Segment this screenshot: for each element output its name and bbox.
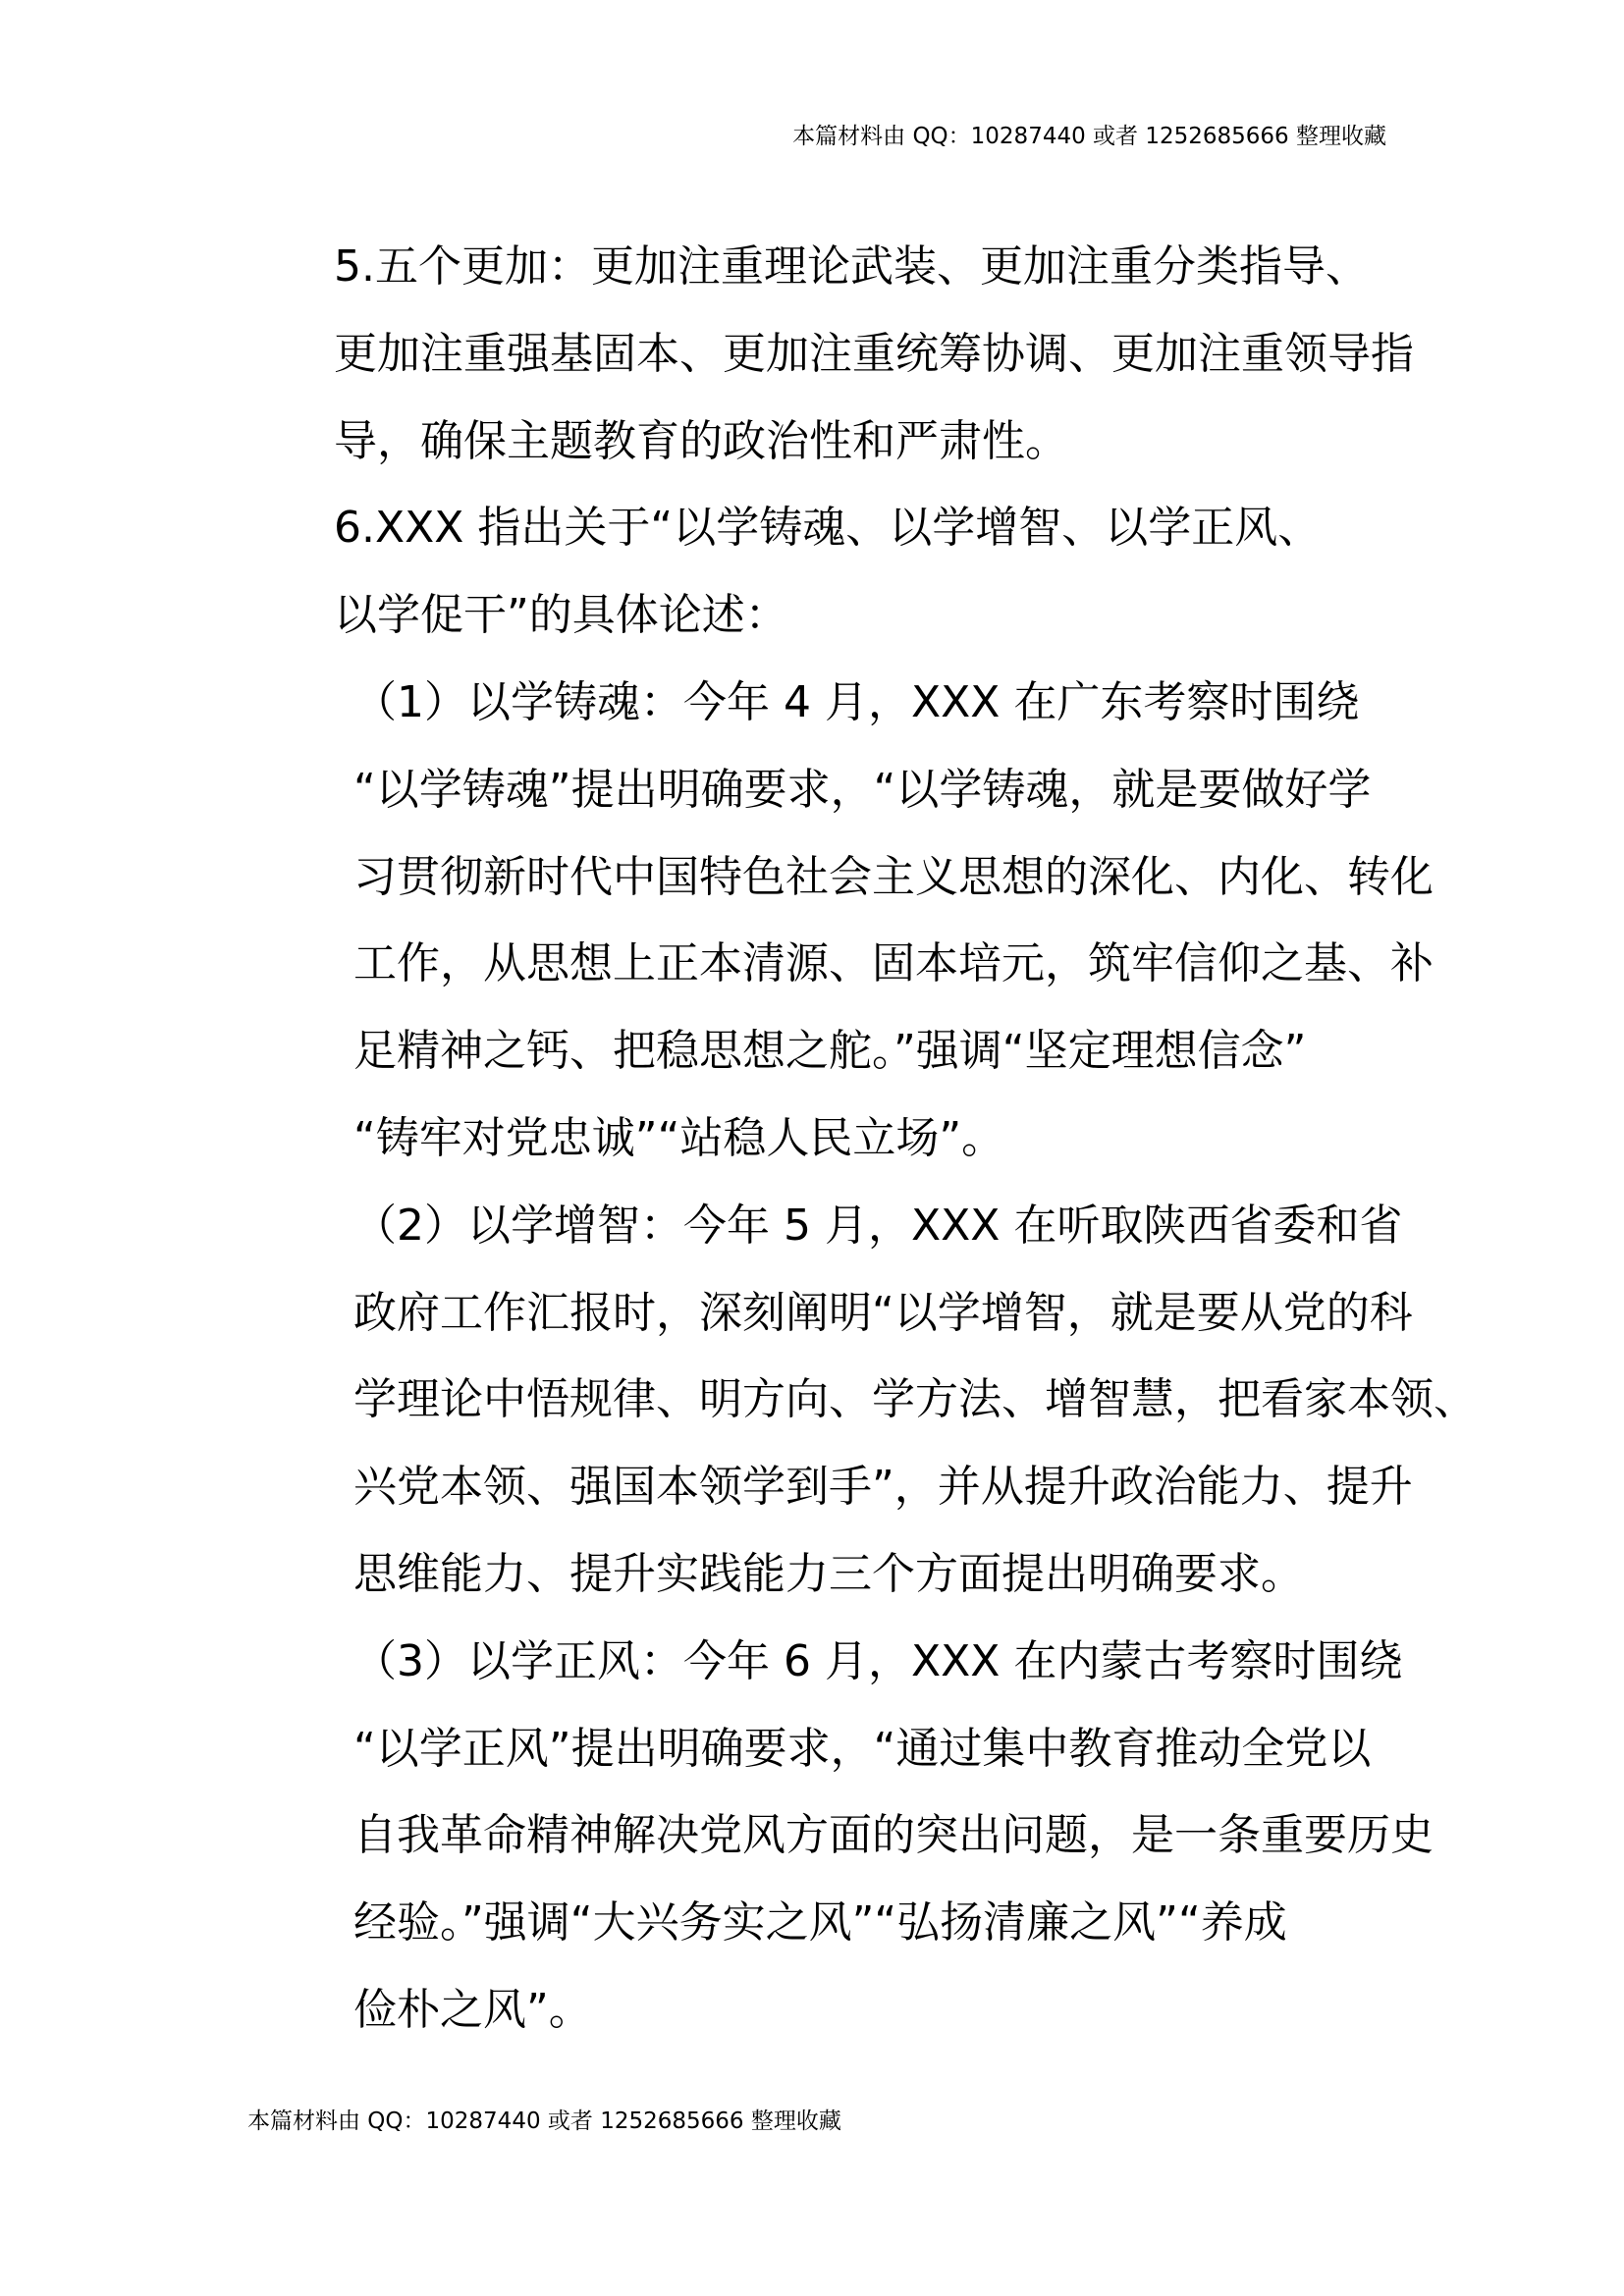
subsection-study-style <box>247 1619 1434 2055</box>
document-body <box>247 224 1477 2055</box>
text-line: 政府工作汇报时，深刻阐明“以学增智，就是要从党的科 <box>353 1287 1413 1338</box>
text-line: 俭朴之风”。 <box>353 1984 592 2035</box>
text-line: 兴党本领、强国本领学到手”，并从提升政治能力、提升 <box>353 1462 1413 1513</box>
text-line: “铸牢对党忠诚”“站稳人民立场”。 <box>353 1112 1005 1163</box>
text-line: 工作，从思想上正本清源、固本培元，筑牢信仰之基、补 <box>353 938 1434 989</box>
text-line: 学理论中悟规律、明方向、学方法、增智慧，把看家本领、 <box>353 1374 1477 1425</box>
text-line: 6.XXX 指出关于“以学铸魂、以学增智、以学正风、 <box>334 503 1322 554</box>
text-line: （3）以学正风：今年 6 月，XXX 在内蒙古考察时围绕 <box>353 1635 1403 1686</box>
text-line: 以学促干”的具体论述： <box>334 590 788 641</box>
text-line: （1）以学铸魂：今年 4 月，XXX 在广东考察时围绕 <box>353 676 1360 727</box>
text-line: 习贯彻新时代中国特色社会主义思想的深化、内化、转化 <box>353 851 1434 902</box>
text-line: “以学铸魂”提出明确要求，“以学铸魂，就是要做好学 <box>353 764 1372 815</box>
text-line: “以学正风”提出明确要求，“通过集中教育推动全党以 <box>353 1723 1372 1774</box>
page-footer-note: 本篇材料由 QQ：10287440 或者 1252685666 整理收藏 <box>247 2109 841 2134</box>
text-line: （2）以学增智：今年 5 月，XXX 在听取陕西省委和省 <box>353 1200 1403 1251</box>
subsection-study-wisdom <box>247 1183 1477 1619</box>
text-line: 更加注重强基固本、更加注重统筹协调、更加注重领导指 <box>334 328 1414 379</box>
text-line: 自我革命精神解决党风方面的突出问题，是一条重要历史 <box>353 1810 1434 1861</box>
subsection-study-soul <box>247 660 1434 1183</box>
text-line: 经验。”强调“大兴务实之风”“弘扬清廉之风”“养成 <box>353 1897 1287 1949</box>
text-line: 5.五个更加：更加注重理论武装、更加注重分类指导、 <box>334 241 1369 292</box>
page-header-note: 本篇材料由 QQ：10287440 或者 1252685666 整理收藏 <box>792 124 1386 149</box>
text-line: 思维能力、提升实践能力三个方面提出明确要求。 <box>353 1548 1304 1599</box>
text-line: 导，确保主题教育的政治性和严肃性。 <box>334 415 1068 466</box>
paragraph-five-more <box>247 224 1414 485</box>
text-line: 足精神之钙、把稳思想之舵。”强调“坚定理想信念” <box>353 1026 1307 1077</box>
paragraph-four-study <box>247 485 1396 660</box>
